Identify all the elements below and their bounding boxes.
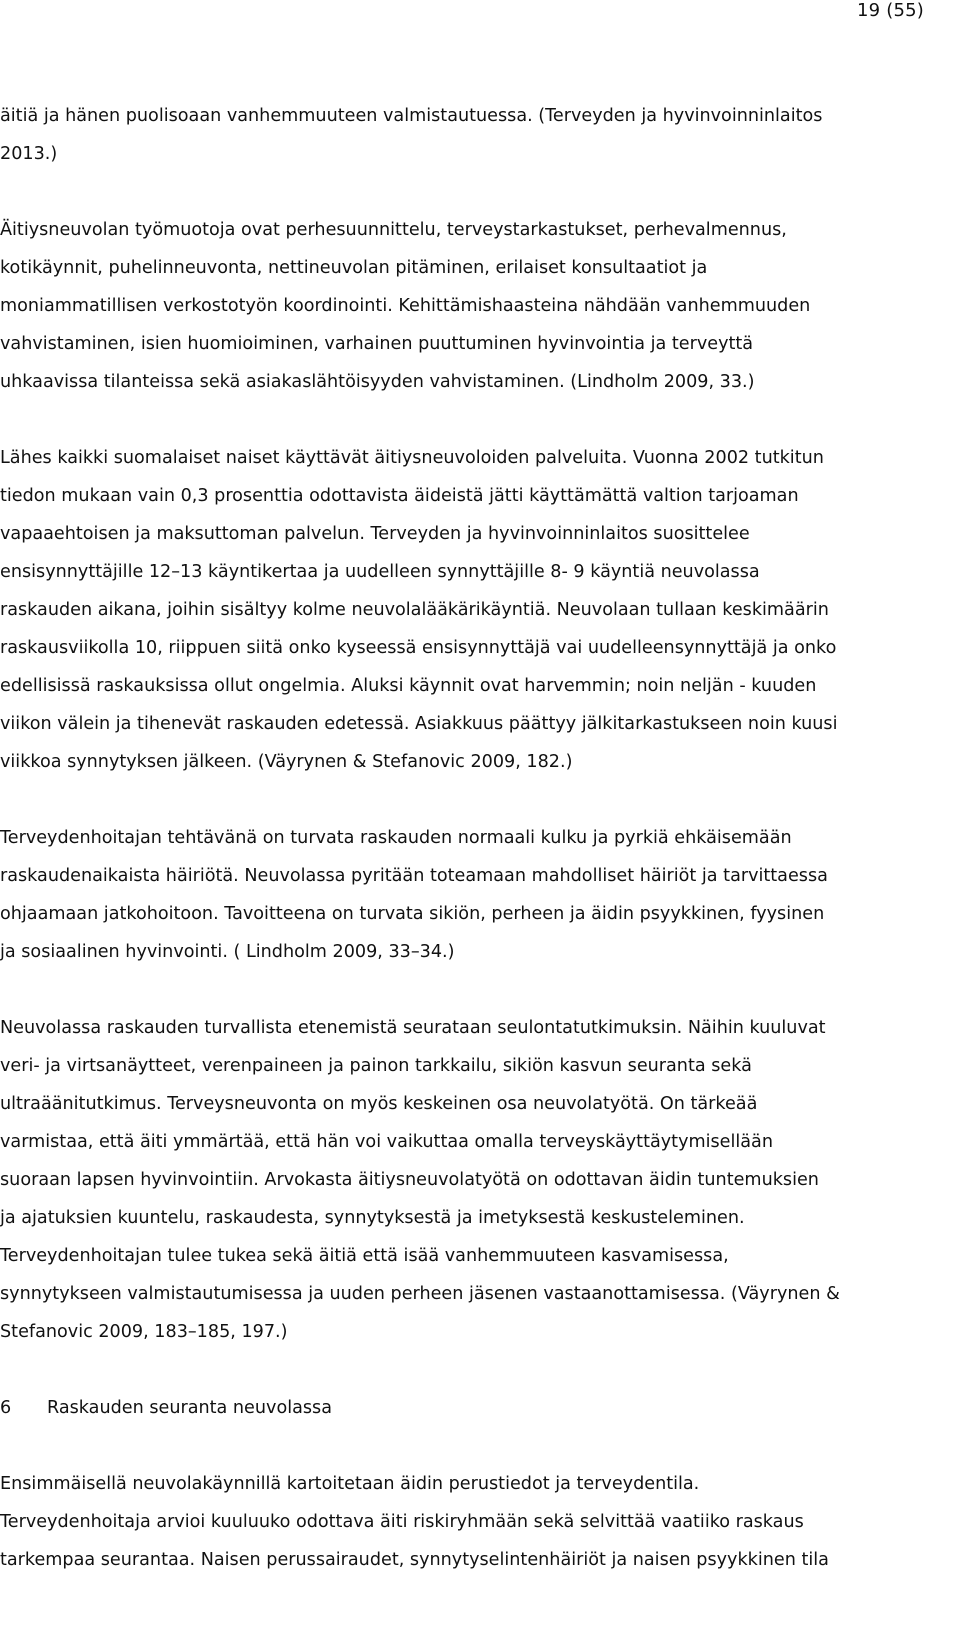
document-body: [0, 97, 930, 1579]
text-line: veri- ja virtsanäytteet, verenpaineen ja painon tarkkailu, sikiön kasvun seuranta sekä: [0, 1056, 752, 1076]
text-line: raskausviikolla 10, riippuen siitä onko kyseessä ensisynnyttäjä vai uudelleensynnyttäjä ja onko: [0, 638, 837, 658]
text-line: ohjaamaan jatkohoitoon. Tavoitteena on turvata sikiön, perheen ja äidin psyykkinen, fyysinen: [0, 904, 825, 924]
text-line: ensisynnyttäjille 12–13 käyntikertaa ja uudelleen synnyttäjille 8- 9 käyntiä neuvolassa: [0, 562, 760, 582]
text-line: viikkoa synnytyksen jälkeen. (Väyrynen & Stefanovic 2009, 182.): [0, 752, 573, 772]
text-line: Ensimmäisellä neuvolakäynnillä kartoitetaan äidin perustiedot ja terveydentila.: [0, 1474, 700, 1494]
paragraph-5: [0, 1009, 930, 1351]
section-heading: [0, 1389, 930, 1427]
text-line: tiedon mukaan vain 0,3 prosenttia odottavista äideistä jätti käyttämättä valtion tarjoaman: [0, 486, 799, 506]
text-line: Neuvolassa raskauden turvallista etenemistä seurataan seulontatutkimuksin. Näihin kuuluvat: [0, 1018, 826, 1038]
paragraph-1: [0, 97, 930, 173]
text-line: Terveydenhoitajan tulee tukea sekä äitiä että isää vanhemmuuteen kasvamisessa,: [0, 1246, 729, 1266]
paragraph-gap: [0, 173, 930, 211]
text-line: äitiä ja hänen puolisoaan vanhemmuuteen valmistautuessa. (Terveyden ja hyvinvoinninlaitos: [0, 106, 823, 126]
page-number: 19 (55): [857, 0, 924, 21]
paragraph-gap: [0, 401, 930, 439]
text-line: suoraan lapsen hyvinvointiin. Arvokasta äitiysneuvolatyötä on odottavan äidin tuntemuksien: [0, 1170, 819, 1190]
text-line: kotikäynnit, puhelinneuvonta, nettineuvolan pitäminen, erilaiset konsultaatiot ja: [0, 258, 708, 278]
section-title: Raskauden seuranta neuvolassa: [47, 1398, 332, 1418]
text-line: ja ajatuksien kuuntelu, raskaudesta, synnytyksestä ja imetyksestä keskusteleminen.: [0, 1208, 745, 1228]
text-line: vapaaehtoisen ja maksuttoman palvelun. Terveyden ja hyvinvoinninlaitos suosittelee: [0, 524, 750, 544]
text-line: ja sosiaalinen hyvinvointi. ( Lindholm 2009, 33–34.): [0, 942, 455, 962]
paragraph-gap: [0, 781, 930, 819]
text-line: viikon välein ja tihenevät raskauden edetessä. Asiakkuus päättyy jälkitarkastukseen noin kuusi: [0, 714, 838, 734]
paragraph-4: [0, 819, 930, 971]
text-line: varmistaa, että äiti ymmärtää, että hän voi vaikuttaa omalla terveyskäyttäytymisellään: [0, 1132, 773, 1152]
text-line: vahvistaminen, isien huomioiminen, varhainen puuttuminen hyvinvointia ja terveyttä: [0, 334, 754, 354]
paragraph-gap: [0, 1427, 930, 1465]
text-line: Terveydenhoitaja arvioi kuuluuko odottava äiti riskiryhmään sekä selvittää vaatiiko raskaus: [0, 1512, 804, 1532]
paragraph-3: [0, 439, 930, 781]
paragraph-gap: [0, 1351, 930, 1389]
text-line: tarkempaa seurantaa. Naisen perussairaudet, synnytyselintenhäiriöt ja naisen psyykkinen tila: [0, 1550, 829, 1570]
text-line: raskauden aikana, joihin sisältyy kolme neuvolalääkärikäyntiä. Neuvolaan tullaan keskimäärin: [0, 600, 829, 620]
text-line: Stefanovic 2009, 183–185, 197.): [0, 1322, 288, 1342]
text-line: Terveydenhoitajan tehtävänä on turvata raskauden normaali kulku ja pyrkiä ehkäisemään: [0, 828, 792, 848]
text-line: ultraäänitutkimus. Terveysneuvonta on myös keskeinen osa neuvolatyötä. On tärkeää: [0, 1094, 758, 1114]
paragraph-6: [0, 1465, 930, 1579]
text-line: moniammatillisen verkostotyön koordinointi. Kehittämishaasteina nähdään vanhemmuuden: [0, 296, 811, 316]
text-line: 2013.): [0, 144, 58, 164]
text-line: Äitiysneuvolan työmuotoja ovat perhesuunnittelu, terveystarkastukset, perhevalmennus,: [0, 220, 787, 240]
paragraph-gap: [0, 971, 930, 1009]
text-line: raskaudenaikaista häiriötä. Neuvolassa pyritään toteamaan mahdolliset häiriöt ja tarvittaessa: [0, 866, 828, 886]
text-line: edellisissä raskauksissa ollut ongelmia. Aluksi käynnit ovat harvemmin; noin neljän - kuuden: [0, 676, 817, 696]
text-line: synnytykseen valmistautumisessa ja uuden perheen jäsenen vastaanottamisessa. (Väyrynen &: [0, 1284, 840, 1304]
section-number: 6: [0, 1398, 12, 1418]
paragraph-2: [0, 211, 930, 401]
text-line: uhkaavissa tilanteissa sekä asiakaslähtöisyyden vahvistaminen. (Lindholm 2009, 33.): [0, 372, 755, 392]
text-line: Lähes kaikki suomalaiset naiset käyttävät äitiysneuvoloiden palveluita. Vuonna 2002 tutkitun: [0, 448, 824, 468]
